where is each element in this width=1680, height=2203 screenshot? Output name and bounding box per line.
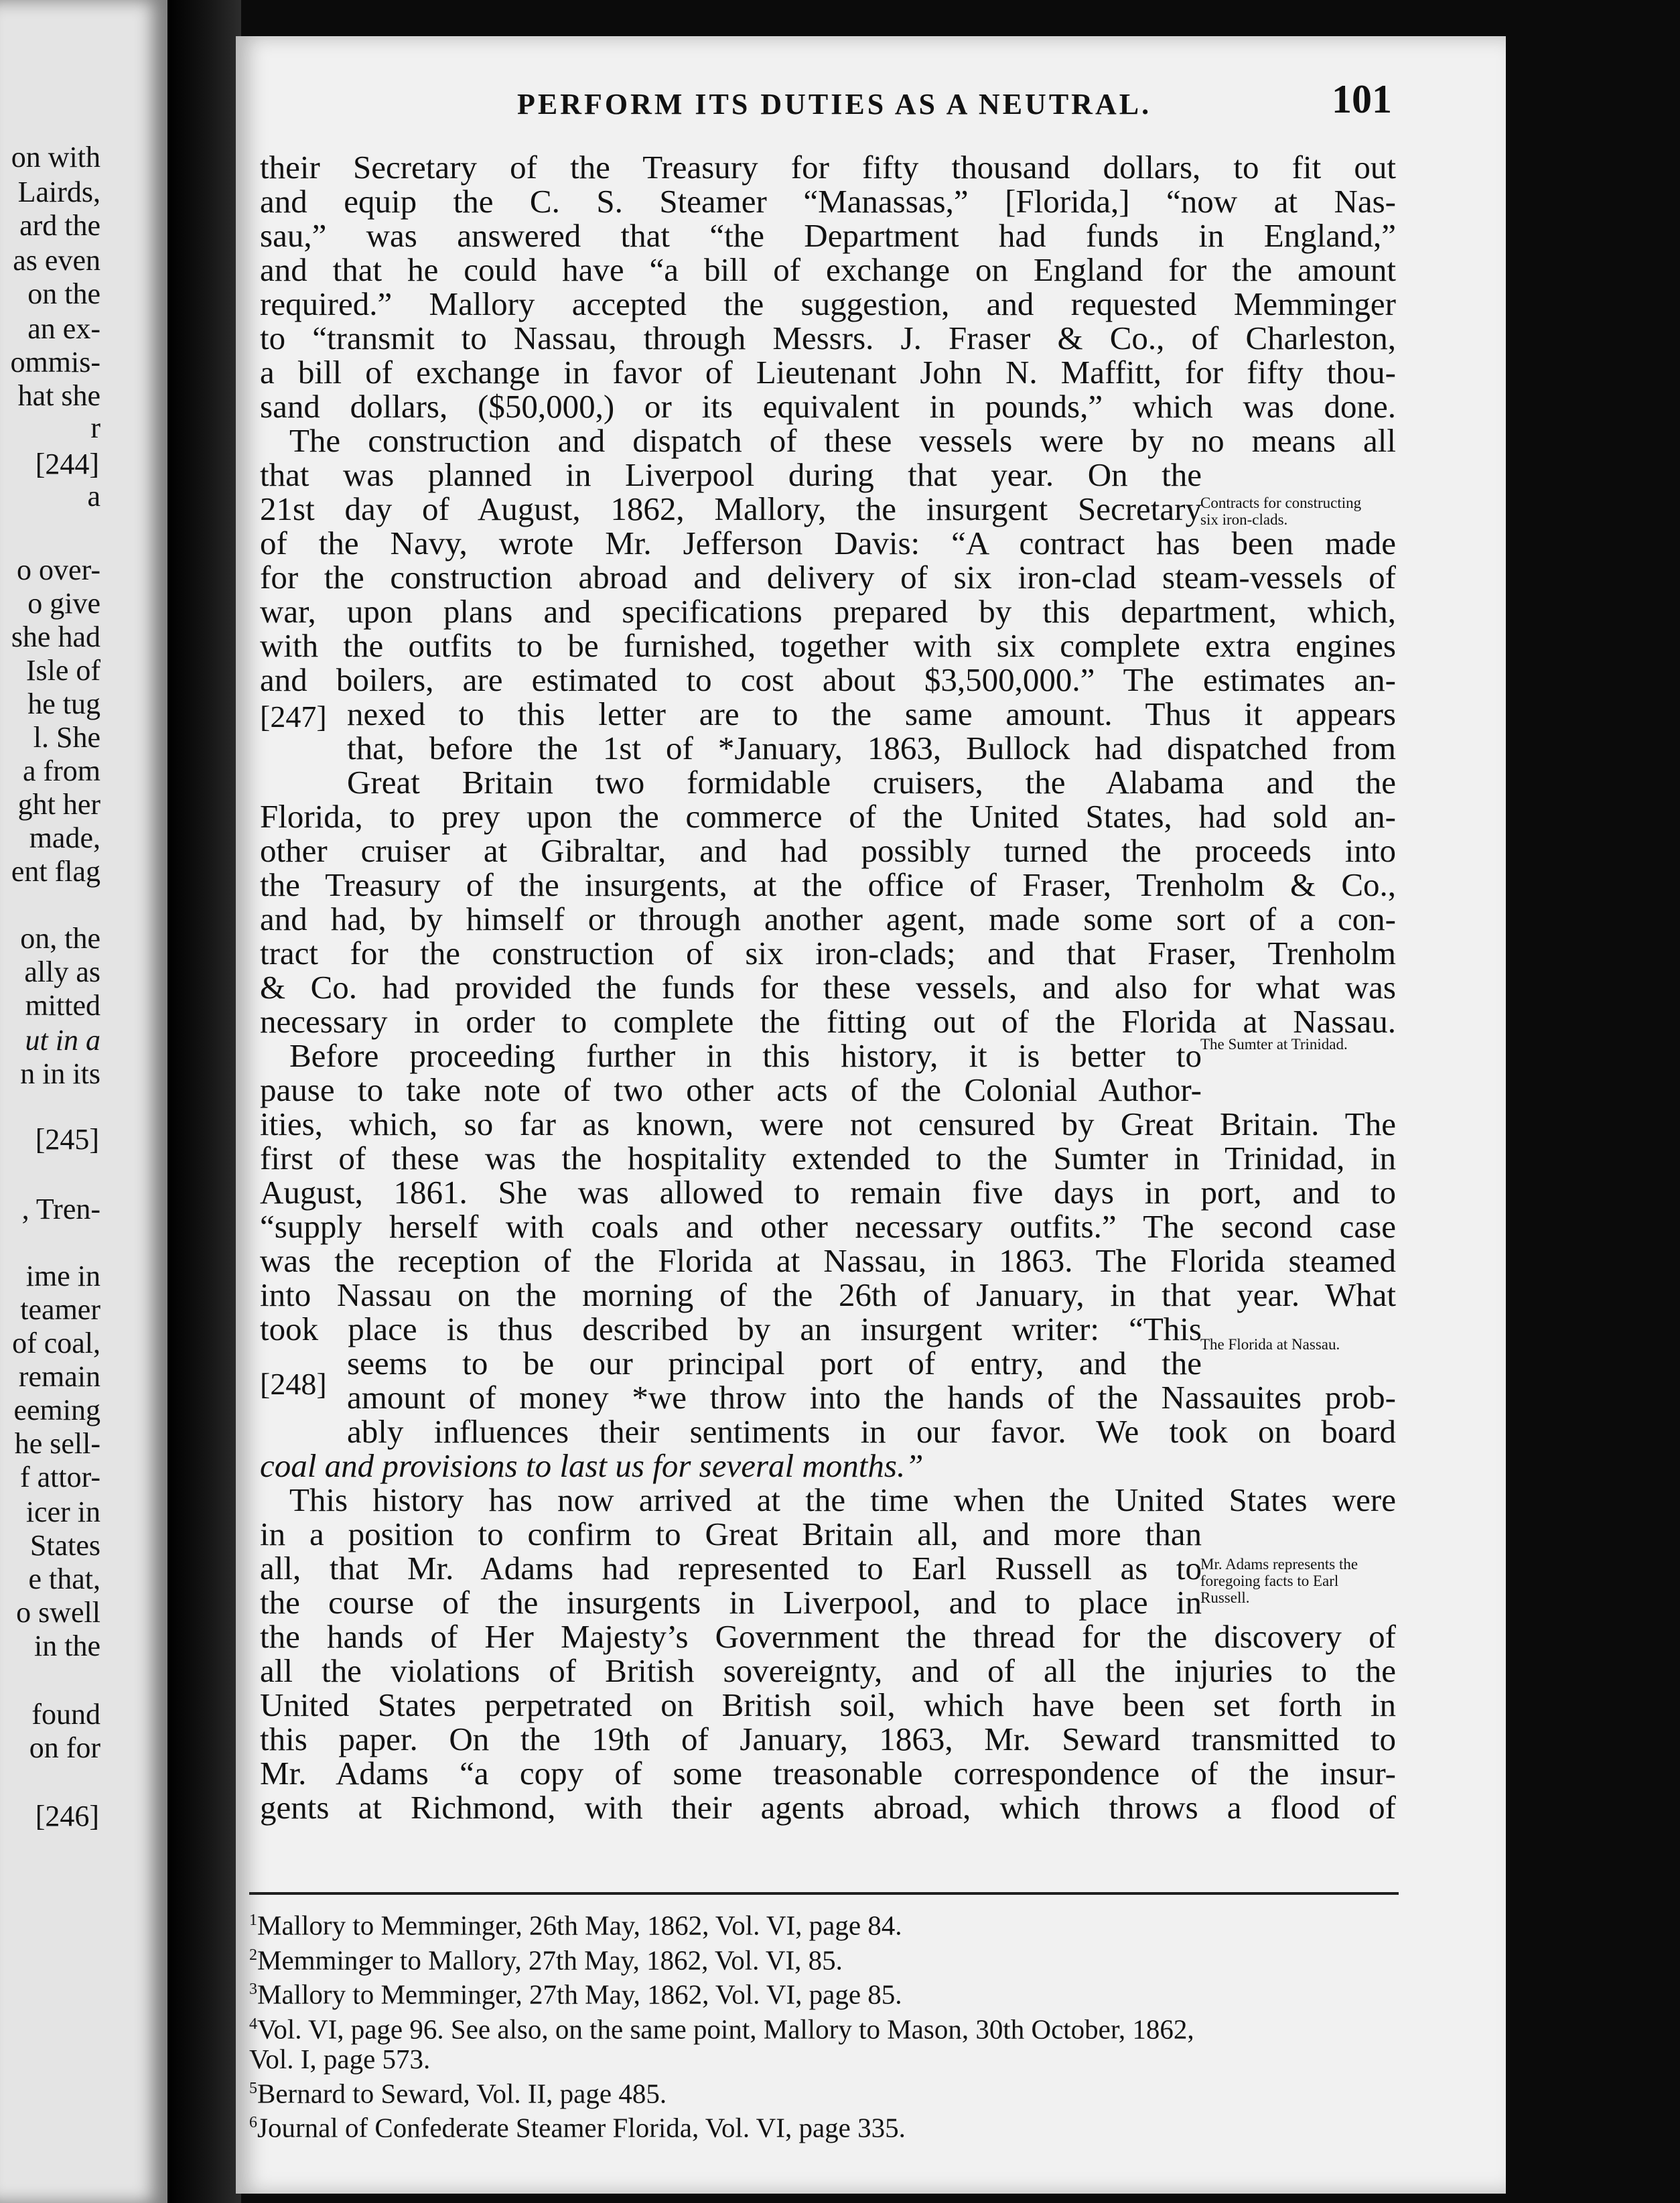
left-page-line: she had [11, 620, 100, 653]
text-line: was the reception of the Florida at Nassau, in 1863. The Florida steamed [260, 1242, 1396, 1279]
text-line: required.” Mallory accepted the suggestion, and requested Memminger [260, 285, 1396, 322]
text-line: of the Navy, wrote Mr. Jefferson Davis: “A contract has been made [260, 525, 1396, 561]
text-line: a bill of exchange in favor of Lieutenant John N. Maffitt, for fifty thou- [260, 354, 1396, 391]
text-line: and had, by himself or through another agent, made some sort of a con- [260, 900, 1396, 937]
facing-page-fragment [0, 0, 167, 2203]
text-line: August, 1861. She was allowed to remain five days in port, and to [260, 1174, 1396, 1211]
text-line: coal and provisions to last us for several months.” [260, 1447, 924, 1484]
text-line: amount of money *we throw into the hands of the Nassauites prob- [347, 1379, 1396, 1416]
text-line: with the outfits to be furnished, together with six complete extra engines [260, 627, 1396, 664]
left-page-line: o swell [16, 1596, 100, 1629]
text-line: sau,” was answered that “the Department had funds in England,” [260, 217, 1396, 254]
left-page-line: [246] [35, 1800, 99, 1832]
footnote-text: Bernard to Seward, Vol. II, page 485. [257, 2078, 667, 2109]
text-line: other cruiser at Gibraltar, and had possibly turned the proceeds into [260, 832, 1396, 869]
left-page-line: eeming [13, 1394, 100, 1426]
text-line: into Nassau on the morning of the 26th of January, in that year. What [260, 1276, 1396, 1313]
margin-note-florida: The Florida at Nassau. [1200, 1336, 1340, 1353]
footnote-text: Journal of Confederate Steamer Florida, Vol. VI, page 335. [257, 2112, 906, 2143]
text-line: 21st day of August, 1862, Mallory, the insurgent Secretary [260, 490, 1202, 527]
text-line: all, that Mr. Adams had represented to Earl Russell as to [260, 1550, 1202, 1587]
left-page-line: on, the [20, 922, 100, 955]
left-page-line: on the [27, 277, 100, 310]
left-page-line: on with [11, 141, 100, 174]
margin-note-sumter: The Sumter at Trinidad. [1200, 1036, 1348, 1053]
text-line: the Treasury of the insurgents, at the office of Fraser, Trenholm & Co., [260, 866, 1396, 903]
left-page-line: ent flag [11, 855, 100, 888]
left-page-line: ime in [25, 1260, 100, 1292]
left-page-line: ommis- [10, 346, 100, 379]
text-line: nexed to this letter are to the same amount. Thus it appears [347, 695, 1396, 732]
text-line: Great Britain two formidable cruisers, the Alabama and the [347, 764, 1396, 801]
footnote-ref: 6 [249, 2114, 257, 2132]
footnote-text: Memminger to Mallory, 27th May, 1862, Vol. VI, 85. [257, 1944, 843, 1976]
margin-note-adams: Mr. Adams represents the foregoing facts to Earl Russell. [1200, 1556, 1358, 1606]
book-page [236, 36, 1506, 2194]
text-line: United States perpetrated on British soil, which have been set forth in [260, 1686, 1396, 1723]
text-line: this paper. On the 19th of January, 1863, Mr. Seward transmitted to [260, 1721, 1396, 1757]
footnote [249, 1940, 1399, 1975]
left-page-line: remain [18, 1360, 100, 1393]
text-line: seems to be our principal port of entry, and the [347, 1345, 1202, 1382]
book-gutter [167, 0, 241, 2203]
text-line: ably influences their sentiments in our favor. We took on board [347, 1413, 1396, 1450]
left-page-line: e that, [28, 1562, 100, 1595]
page-number: 101 [1332, 77, 1392, 121]
left-page-line: in the [34, 1629, 100, 1662]
left-page-line: Isle of [25, 654, 100, 687]
text-line: Florida, to prey upon the commerce of the United States, had sold an- [260, 798, 1396, 835]
text-line: that was planned in Liverpool during that year. On the [260, 456, 1202, 493]
footnote-ref: 1 [249, 1912, 257, 1929]
text-line: that, before the 1st of *January, 1863, Bullock had dispatched from [347, 730, 1396, 766]
left-page-line: of coal, [12, 1327, 100, 1359]
footnotes [249, 1906, 1399, 2143]
text-line: all the violations of British sovereignty, and of all the injuries to the [260, 1652, 1396, 1689]
text-line: necessary in order to complete the fitting out of the Florida at Nassau. [260, 1003, 1396, 1040]
text-line: to “transmit to Nassau, through Messrs. J. Fraser & Co., of Charleston, [260, 320, 1396, 356]
left-page-line: ut in a [25, 1024, 100, 1057]
left-page-line: he tug [27, 687, 100, 720]
margin-note-contracts: Contracts for constructing six iron-clads. [1200, 494, 1362, 528]
text-line: for the construction abroad and delivery of six iron-clad steam-vessels of [260, 559, 1396, 596]
left-page-line: icer in [25, 1495, 100, 1528]
left-page-line: o give [27, 587, 100, 620]
left-page-line: ght her [17, 788, 100, 821]
footnote-ref: 5 [249, 2079, 257, 2097]
text-line: This history has now arrived at the time when the United States were [289, 1481, 1396, 1518]
footnote [249, 1906, 1399, 1940]
text-line: first of these was the hospitality extended to the Sumter in Trinidad, in [260, 1140, 1396, 1177]
left-page-line: mitted [25, 989, 100, 1022]
running-title: PERFORM ITS DUTIES AS A NEUTRAL. [517, 88, 1152, 121]
left-page-line: ally as [24, 955, 100, 988]
footnote-continuation: Vol. I, page 573. [249, 2043, 431, 2074]
page-marker-248: [248] [260, 1367, 327, 1401]
left-page-line: o over- [17, 553, 100, 586]
footnote-rule [249, 1892, 1399, 1895]
left-page-line: Lairds, [17, 176, 100, 208]
left-page-line: an ex- [27, 312, 100, 345]
text-line: tract for the construction of six iron-clads; and that Fraser, Trenholm [260, 935, 1396, 972]
footnote-ref: 2 [249, 1946, 257, 1964]
left-page-line: a [87, 480, 100, 513]
text-line: took place is thus described by an insurgent writer: “This [260, 1311, 1202, 1347]
footnote-text: Mallory to Memminger, 27th May, 1862, Vol. VI, page 85. [257, 1979, 902, 2010]
text-line: and equip the C. S. Steamer “Manassas,” [Florida,] “now at Nas- [260, 183, 1396, 220]
left-page-line: r [90, 411, 100, 444]
left-page-line: on for [29, 1731, 100, 1764]
left-page-line: States [29, 1529, 100, 1562]
footnote [249, 1975, 1399, 2009]
text-line: ities, which, so far as known, were not censured by Great Britain. The [260, 1106, 1396, 1142]
footnote-ref: 4 [249, 2015, 257, 2033]
footnote-ref: 3 [249, 1981, 257, 1999]
text-line: pause to take note of two other acts of the Colonial Author- [260, 1071, 1202, 1108]
text-line: “supply herself with coals and other necessary outfits.” The second case [260, 1208, 1396, 1245]
footnote-text: Vol. VI, page 96. See also, on the same point, Mallory to Mason, 30th October, 1862, [257, 2013, 1194, 2045]
footnote [249, 2009, 1399, 2044]
text-line: The construction and dispatch of these vessels were by no means all [289, 422, 1396, 459]
left-page-line: f attor- [19, 1461, 100, 1493]
footnote-text: Mallory to Memminger, 26th May, 1862, Vol. VI, page 84. [257, 1910, 902, 1941]
left-page-line: made, [29, 821, 100, 854]
left-page-line: as even [13, 244, 100, 277]
left-page-line: he sell- [14, 1427, 100, 1460]
left-page-line: hat she [17, 379, 100, 412]
text-line: their Secretary of the Treasury for fifty thousand dollars, to fit out [260, 149, 1396, 186]
text-line: in a position to confirm to Great Britain all, and more than [260, 1516, 1202, 1552]
text-line: and that he could have “a bill of exchange on England for the amount [260, 251, 1396, 288]
text-line: gents at Richmond, with their agents abroad, which throws a flood of [260, 1789, 1396, 1826]
left-page-line: , Tren- [21, 1193, 100, 1225]
left-page-line: found [31, 1698, 100, 1731]
text-line: and boilers, are estimated to cost about $3,500,000.” The estimates an- [260, 661, 1396, 698]
footnote [249, 2074, 1399, 2109]
left-page-line: [245] [35, 1123, 99, 1156]
left-page-line: ard the [19, 209, 100, 242]
text-line: the course of the insurgents in Liverpool, and to place in [260, 1584, 1202, 1621]
left-page-line: [244] [35, 448, 99, 480]
left-page-line: l. She [33, 721, 100, 754]
text-line: Mr. Adams “a copy of some treasonable correspondence of the insur- [260, 1755, 1396, 1792]
text-line: war, upon plans and specifications prepared by this department, which, [260, 593, 1396, 630]
left-page-line: teamer [20, 1293, 100, 1326]
text-line: & Co. had provided the funds for these vessels, and also for what was [260, 969, 1396, 1006]
footnote [249, 2108, 1399, 2143]
text-line: Before proceeding further in this history, it is better to [289, 1037, 1202, 1074]
left-page-line: n in its [20, 1057, 100, 1090]
page-marker-247: [247] [260, 699, 327, 734]
text-line: the hands of Her Majesty’s Government the thread for the discovery of [260, 1618, 1396, 1655]
text-line: sand dollars, ($50,000,) or its equivalent in pounds,” which was done. [260, 388, 1396, 425]
left-page-line: a from [22, 754, 100, 787]
